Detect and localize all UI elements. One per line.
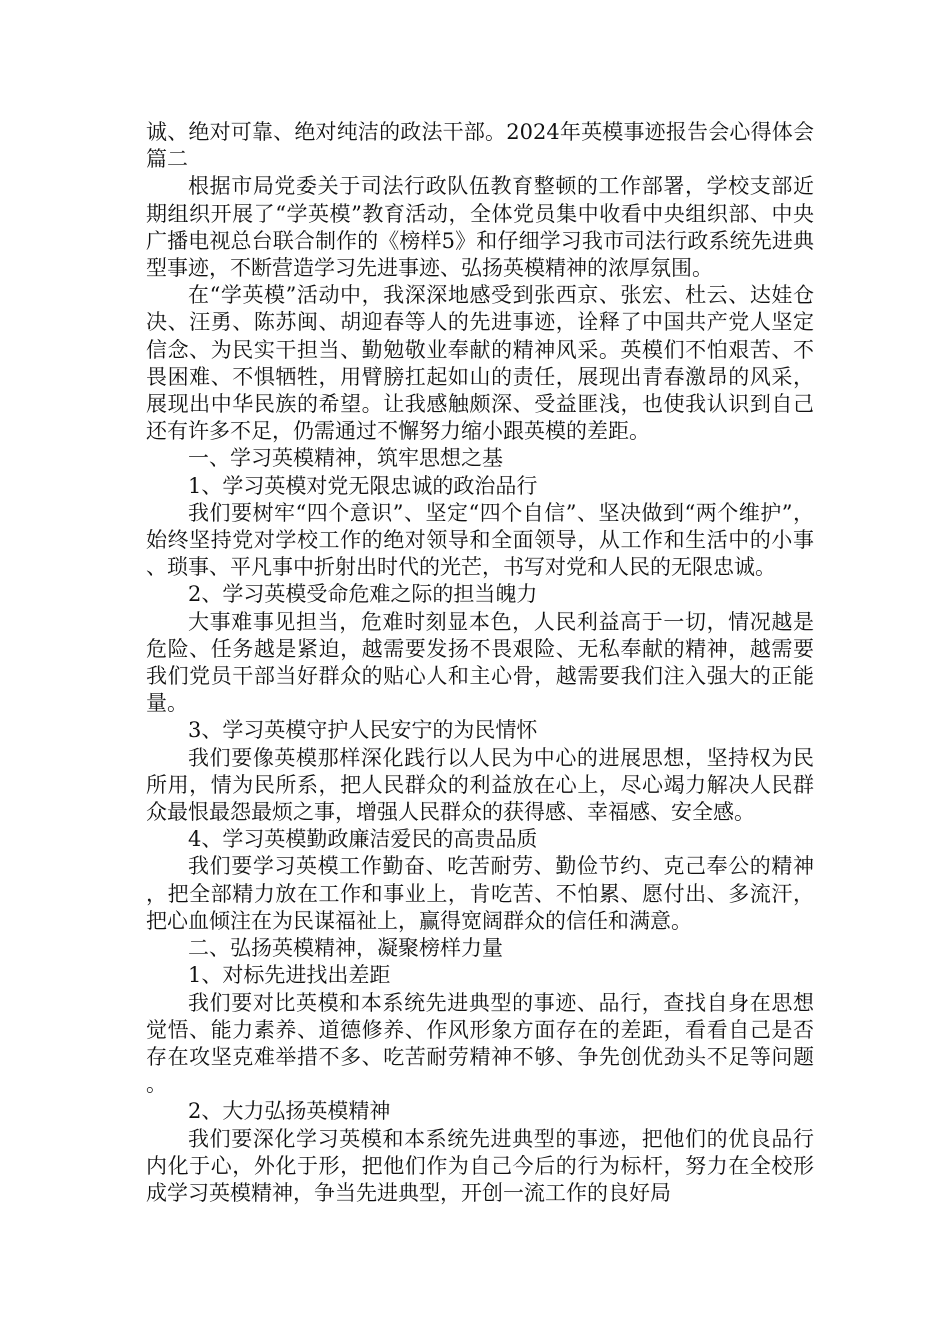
body-paragraph: 1、对标先进找出差距 — [188, 963, 391, 988]
body-paragraph: 我们要对比英模和本系统先进典型的事迹、品行，查找自身在思想觉悟、能力素养、道德修养、作风形象方面存在的差距，看看自己是否存在攻坚克难举措不多、吃苦耐劳精神不够、争先创优劲头不足等问题。 — [146, 990, 814, 1097]
body-paragraph: 在“学英模”活动中，我深深地感受到张西京、张宏、杜云、达娃仓决、汪勇、陈苏闽、胡迎春等人的先进事迹，诠释了中国共产党人坚定信念、为民实干担当、勤勉敬业奉献的精神风采。英模们不怕艰苦、不畏困难、不惧牺牲，用臂膀扛起如山的责任，展现出青春激昂的风采，展现出中华民族的希望。让我感触颇深、受益匪浅，也使我认识到自己还有许多不足，仍需通过不懈努力缩小跟英模的差距。 — [146, 283, 814, 444]
document-body — [146, 119, 814, 1207]
body-paragraph: 大事难事见担当，危难时刻显本色，人民利益高于一切，情况越是危险、任务越是紧迫，越需要发扬不畏艰险、无私奉献的精神，越需要我们党员干部当好群众的贴心人和主心骨，越需要我们注入强大的正能量。 — [146, 609, 814, 716]
continued-paragraph: 诚、绝对可靠、绝对纯洁的政法干部。2024年英模事迹报告会心得体会篇二 — [146, 120, 814, 172]
body-paragraph: 我们要树牢“四个意识”、坚定“四个自信”、坚决做到“两个维护”，始终坚持党对学校工作的绝对领导和全面领导，从工作和生活中的小事、琐事、平凡事中折射出时代的光芒，书写对党和人民的无限忠诚。 — [146, 500, 814, 580]
body-paragraph: 一、学习英模精神，筑牢思想之基 — [188, 446, 503, 471]
body-paragraph: 我们要学习英模工作勤奋、吃苦耐劳、勤俭节约、克己奉公的精神，把全部精力放在工作和事业上，肯吃苦、不怕累、愿付出、多流汗，把心血倾注在为民谋福祉上，赢得宽阔群众的信任和满意。 — [146, 854, 814, 933]
body-paragraph: 我们要像英模那样深化践行以人民为中心的进展思想，坚持权为民所用，情为民所系，把人民群众的利益放在心上，尽心竭力解决人民群众最恨最怨最烦之事，增强人民群众的获得感、幸福感、安全感。 — [146, 745, 814, 825]
body-paragraph: 根据市局党委关于司法行政队伍教育整顿的工作部署，学校支部近期组织开展了“学英模”教育活动，全体党员集中收看中央组织部、中央广播电视总台联合制作的《榜样5》和仔细学习我市司法行政系统先进典型事迹，不断营造学习先进事迹、弘扬英模精神的浓厚氛围。 — [146, 174, 814, 281]
body-paragraph: 二、弘扬英模精神，凝聚榜样力量 — [188, 936, 503, 961]
body-paragraph: 1、学习英模对党无限忠诚的政治品行 — [188, 473, 538, 498]
body-paragraph: 2、学习英模受命危难之际的担当魄力 — [188, 582, 538, 607]
body-paragraph: 2、大力弘扬英模精神 — [188, 1099, 391, 1124]
body-paragraph: 3、学习英模守护人民安宁的为民情怀 — [188, 718, 538, 743]
body-paragraph: 4、学习英模勤政廉洁爱民的高贵品质 — [188, 827, 538, 852]
body-paragraph: 我们要深化学习英模和本系统先进典型的事迹，把他们的优良品行内化于心，外化于形，把他们作为自己今后的行为标杆，努力在全校形成学习英模精神，争当先进典型，开创一流工作的良好局 — [146, 1126, 814, 1205]
